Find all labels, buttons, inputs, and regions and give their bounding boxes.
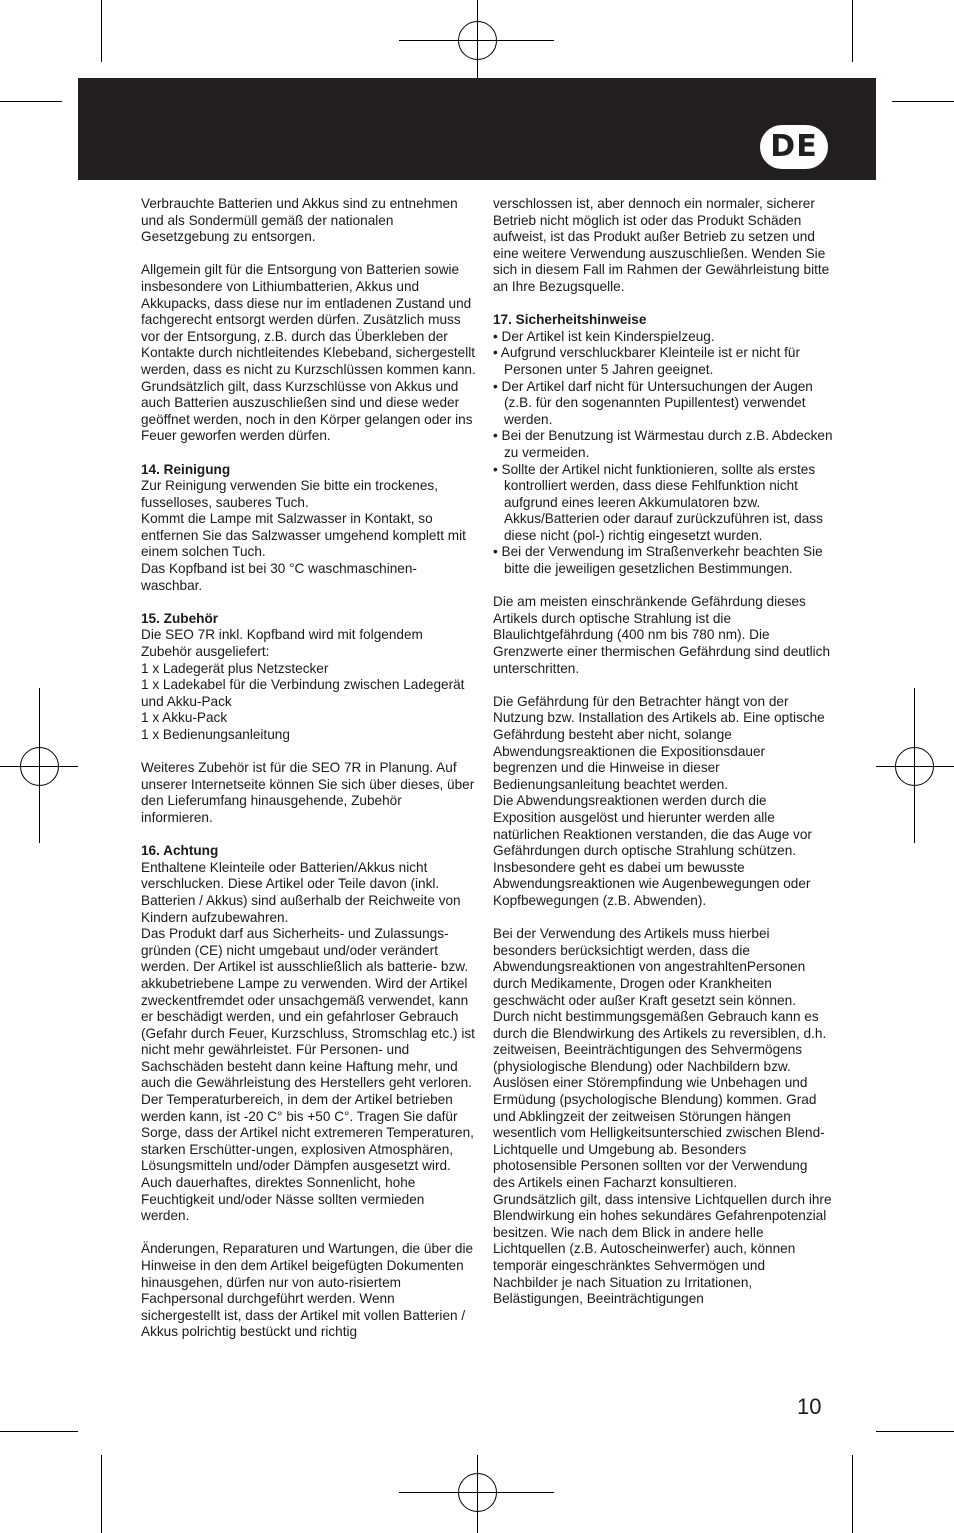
page-number: 10 — [797, 1394, 822, 1419]
paragraph: Enthaltene Kleinteile oder Batterien/Akkus nicht verschlucken. Diese Artikel oder Teile davon (inkl. Batterien / Akkus) sind außerhalb der Reichweite von Kindern aufzubewahren. — [141, 859, 461, 925]
paragraph: Das Produkt darf aus Sicherheits- und Zulassungs-gründen (CE) nicht umgebaut und/oder verändert werden. Der Artikel ist ausschließlich als batterie- bzw. akkubetriebene Lampe zu verwenden. Wird der Artikel zweckentfremdet oder unsachgemäß verwendet, kann er beschädigt werden, und ein gefahrloser Gebrauch (Gefahr durch Feuer, Kurzschluss, Stromschlag etc.) ist nicht mehr gewährleistet. Für Personen- und Sachschäden besteht dann keine Haftung mehr, und auch die Gewährleistung des Herstellers geht verloren. — [141, 926, 475, 1091]
accessory-item: 1 x Bedienungsanleitung — [141, 727, 290, 742]
section-heading-17: 17. Sicherheitshinweise — [493, 312, 647, 328]
paragraph: Auch dauerhaftes, direktes Sonnenlicht, hohe Feuchtigkeit und/oder Nässe sollten vermieden werden. — [141, 1175, 425, 1224]
paragraph: Durch nicht bestimmungsgemäßen Gebrauch kann es durch die Blendwirkung des Artikels zu reversiblen, d.h. zeitweisen, Beeinträchtigungen des Sehvermögens (physiologische Blendung) oder Nachbildern bzw. Auslösen einer Störempfindung wie Unbehagen und Ermüdung (psychologische Blendung) kommen. Grad und Abklingzeit der zeitweisen Störungen hängen wesentlich vom Helligkeitsunterschied zwischen Blend-Lichtquelle und Umgebung ab. Besonders photosensible Personen sollten vor der Verwendung des Artikels einen Facharzt konsultieren. — [493, 1009, 827, 1191]
section-heading-16: 16. Achtung — [141, 843, 219, 859]
paragraph: Das Kopfband ist bei 30 °C waschmaschinen-waschbar. — [141, 561, 417, 593]
header-band — [78, 78, 876, 180]
paragraph: Grundsätzlich gilt, dass intensive Lichtquellen durch ihre Blendwirkung ein hohes sekundäres Gefahrenpotenzial besitzen. Wie nach dem Blick in andere helle Lichtquellen (z.B. Autoscheinwerfer) auch, können temporär eingeschränktes Sehvermögen und Nachbilder je nach Situation zu Irritationen, Belästigungen, Beeinträchtigungen — [493, 1191, 832, 1307]
section-heading-14: 14. Reinigung — [141, 461, 231, 477]
list-item: • Bei der Verwendung im Straßenverkehr beachten Sie bitte die jeweiligen gesetzlichen Bestimmungen. — [493, 544, 833, 577]
safety-list — [493, 329, 833, 578]
accessory-item: 1 x Ladegerät plus Netzstecker — [141, 660, 329, 676]
list-item: • Der Artikel ist kein Kinderspielzeug. — [493, 329, 833, 346]
accessory-item: 1 x Ladekabel für die Verbindung zwischen Ladegerät und Akku-Pack — [141, 677, 465, 709]
paragraph: Weiteres Zubehör ist für die SEO 7R in Planung. Auf unserer Internetseite können Sie sich über dieses, über den Lieferumfang hinausgehende, Zubehör informieren. — [141, 760, 475, 825]
paragraph: verschlossen ist, aber dennoch ein normaler, sicherer Betrieb nicht möglich ist oder das Produkt Schäden aufweist, ist das Produkt außer Betrieb zu setzen und eine weitere Verwendung auszuschließen. Wenden Sie sich in diesem Fall im Rahmen der Gewährleistung bitte an Ihre Bezugsquelle. — [493, 196, 830, 294]
accessory-item: 1 x Akku-Pack — [141, 710, 228, 726]
paragraph: Die Gefährdung für den Betrachter hängt von der Nutzung bzw. Installation des Artikels ab. Eine optische Gefährdung besteht aber nicht, solange Abwendungsreaktionen die Expositionsdauer begrenzen und die Hinweise in dieser Bedienungsanleitung beachtet werden. — [493, 693, 825, 792]
list-item: • Aufgrund verschluckbarer Kleinteile ist er nicht für Personen unter 5 Jahren geeignet. — [493, 345, 833, 378]
language-badge: DE — [760, 125, 828, 169]
list-item: • Bei der Benutzung ist Wärmestau durch z.B. Abdecken zu vermeiden. — [493, 428, 833, 461]
paragraph: Verbrauchte Batterien und Akkus sind zu entnehmen und als Sondermüll gemäß der nationalen Gesetzgebung zu entsorgen. — [141, 196, 458, 245]
paragraph: Änderungen, Reparaturen und Wartungen, die über die Hinweise in den dem Artikel beigefügten Dokumenten hinausgehen, dürfen nur von auto-risiertem Fachpersonal durchgeführt werden. Wenn sichergestellt ist, dass der Artikel mit vollen Batterien / Akkus polrichtig bestückt und richtig — [141, 1241, 474, 1340]
paragraph: Kommt die Lampe mit Salzwasser in Kontakt, so entfernen Sie das Salzwasser umgehend komplett mit einem solchen Tuch. — [141, 511, 466, 560]
list-item: • Der Artikel darf nicht für Untersuchungen der Augen (z.B. für den sogenannten Pupillentest) verwendet werden. — [493, 379, 833, 429]
paragraph: Die Abwendungsreaktionen werden durch die Exposition ausgelöst und hierunter werden alle natürlichen Reaktionen verstanden, die das Auge vor Gefährdungen durch optische Strahlung schützen. Insbesondere geht es dabei um bewusste Abwendungsreaktionen wie Augenbewegungen oder Kopfbewegungen (z.B. Abwenden). — [493, 793, 812, 908]
paragraph: Allgemein gilt für die Entsorgung von Batterien sowie insbesondere von Lithiumbatterien, Akkus und Akkupacks, dass diese nur im entladenen Zustand und fachgerecht entsorgt werden dürfen. Zusätzlich muss vor der Entsorgung, z.B. durch das Überkleben der Kontakte durch nichtleitendes Klebeband, sichergestellt werden, dass es nicht zu Kurzschlüssen kommen kann. — [141, 262, 476, 377]
paragraph: Die SEO 7R inkl. Kopfband wird mit folgendem Zubehör ausgeliefert: — [141, 627, 423, 660]
paragraph: Der Temperaturbereich, in dem der Artikel betrieben werden kann, ist -20 C° bis +50 C°. Tragen Sie dafür Sorge, dass der Artikel nicht extremeren Temperaturen, starken Erschütter-ungen, explosiven Atmosphären, Lösungsmitteln und/oder Dämpfen ausgesetzt wird. — [141, 1092, 474, 1174]
paragraph: Zur Reinigung verwenden Sie bitte ein trockenes, fusselloses, sauberes Tuch. — [141, 478, 438, 510]
section-heading-15: 15. Zubehör — [141, 610, 219, 626]
paragraph: Grundsätzlich gilt, dass Kurzschlüsse von Akkus und auch Batterien auszuschließen sind und diese weder geöffnet werden, noch in den Körper gelangen oder ins Feuer geworfen werden dürfen. — [141, 378, 473, 444]
paragraph: Die am meisten einschränkende Gefährdung dieses Artikels durch optische Strahlung ist die Blaulichtgefährdung (400 nm bis 780 nm). Die Grenzwerte einer thermischen Gefährdung sind deutlich unterschritten. — [493, 594, 831, 676]
paragraph: Bei der Verwendung des Artikels muss hierbei besonders berücksichtigt werden, dass die Abwendungsreaktionen von angestrahltenPersonen durch Medikamente, Drogen oder Krankheiten geschwächt oder außer Kraft gesetzt sein können. — [493, 926, 806, 1008]
left-column — [141, 196, 476, 1341]
right-column — [493, 196, 833, 1308]
list-item: • Sollte der Artikel nicht funktionieren, sollte als erstes kontrolliert werden, dass diese Fehlfunktion nicht aufgrund eines leeren Akkumulatoren bzw. Akkus/Batterien oder darauf zurückzuführen ist, dass diese nicht (pol-) richtig eingesetzt wurden. — [493, 462, 833, 545]
